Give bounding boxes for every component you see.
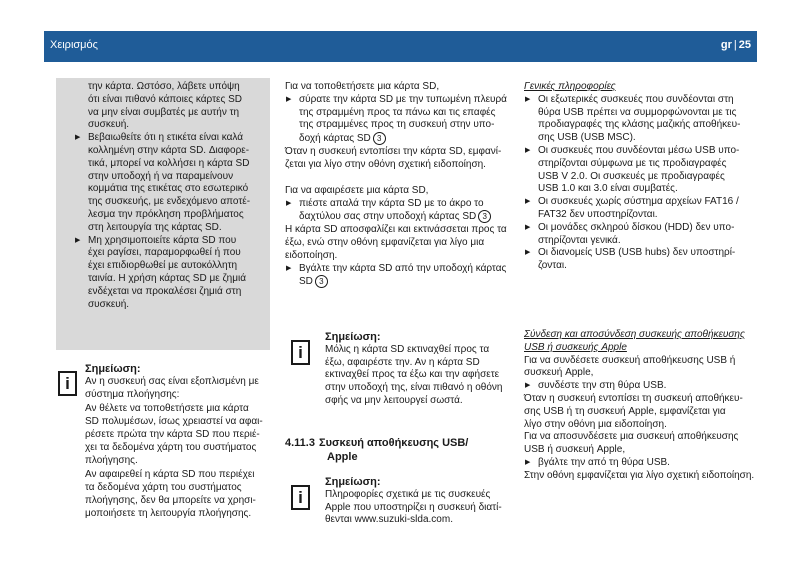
connect-after: Όταν η συσκευή εντοπίσει τη συσκευή αποθήκευ- σης USB ή τη συσκευή Apple, εμφανίζεται για λίγο στην οθόνη μια ειδοποίηση. Για να αποσυνδέσετε μια συσκευή αποθήκευσης USB ή συσκευή Apple, — [524, 392, 743, 456]
insert-intro: Για να τοποθετήσετε μια κάρτα SD, — [285, 81, 440, 92]
bullet-usb-spec: ▶ Οι συσκευές που συνδέονται μέσω USB υπο- στηρίζονται σύμφωνα με τις προδιαγραφές USB V 2.0. Οι συσκευές με προδιαγραφές USB 1.0 και 3.0 είναι συμβατές. — [524, 145, 756, 196]
connect-intro: Για να συνδέσετε συσκευή αποθήκευσης USB ή συσκευή Apple, — [524, 354, 736, 379]
disconnect-after: Στην οθόνη εμφανίζεται για λίγο σχετική ειδοποίηση. — [524, 469, 755, 481]
section-title: Χειρισμός — [50, 39, 98, 51]
remove-bullet-1: ▶ πιέστε απαλά την κάρτα SD με το άκρο το δαχτύλου σας στην υποδοχή κάρτας SD 3 — [285, 198, 515, 225]
note-lines: Αν η συσκευή σας είναι εξοπλισμένη με σύστημα πλοήγησης: — [85, 375, 259, 400]
bullet-usb-msc: ▶ Οι εξωτερικές συσκευές που συνδέονται στη θύρα USB πρέπει να συμμορφώνονται με τις προδιαγραφές της κλάσης μαζικής αποθήκευ- σης USB (USB MSC). — [524, 94, 756, 145]
note-title: Σημείωση: — [325, 331, 381, 343]
info-icon: i — [58, 371, 77, 396]
note-para-1: Αν θέλετε να τοποθετήσετε μια κάρτα SD πολυμέσων, ίσως χρειαστεί να αφαι- ρέσετε πρώτα την κάρτα SD που περιέ- χει τα δεδομένα χάρτη του συστήματος πλοήγησης. — [85, 403, 263, 466]
column-3 — [524, 81, 756, 273]
ref-3-icon: 3 — [478, 210, 491, 223]
note-title: Σημείωση: — [325, 476, 381, 488]
bullet-disconnect: ▶ βγάλτε την από τη θύρα USB. — [524, 457, 756, 470]
column-2 — [285, 81, 515, 289]
general-info-heading: Γενικές πληροφορίες — [524, 81, 616, 92]
page-number: gr | 25 — [720, 39, 751, 51]
section-heading — [285, 436, 515, 464]
section-title-2: Apple — [327, 451, 358, 463]
remove-intro: Για να αφαιρέσετε μια κάρτα SD, — [285, 184, 429, 196]
insert-bullet: ▶ σύρατε την κάρτα SD με την τυπωμένη πλευρά της στραμμένη προς τα πάνω και τις επαφές της στραμμένες προς τη συσκευή στην υπο- δοχή κάρτας SD 3 — [285, 94, 515, 146]
note-title: Σημείωση: — [85, 363, 141, 375]
remove-bullet-2: ▶ Βγάλτε την κάρτα SD από την υποδοχή κάρτας SD 3 — [285, 263, 515, 290]
column-3-connect — [524, 329, 756, 483]
column-2-note-2 — [325, 476, 515, 527]
column-1-note — [85, 363, 275, 521]
column-1 — [88, 81, 268, 311]
note-para-2: Αν αφαιρεθεί η κάρτα SD που περιέχει τα δεδομένα χάρτη του συστήματος πλοήγησης, δεν θα μπορείτε να χρησι- μοποιήσετε τη λειτουργία πλοήγησης. — [85, 469, 256, 519]
bullet-hdd: ▶ Οι μονάδες σκληρού δίσκου (HDD) δεν υπο- στηρίζονται γενικά. — [524, 222, 756, 248]
column-2-note — [325, 331, 515, 408]
section-number: 4.11.3 — [285, 437, 315, 449]
remove-after: Η κάρτα SD αποσφαλίζει και εκτινάσσεται προς τα έξω, ενώ στην οθόνη εμφανίζεται για λίγο μια ειδοποίηση. — [285, 224, 507, 261]
bullet-connect: ▶ συνδέστε την στη θύρα USB. — [524, 380, 756, 393]
info-icon: i — [291, 485, 310, 510]
page-header — [44, 31, 757, 62]
note-lines: Μόλις η κάρτα SD εκτιναχθεί προς τα έξω, αφαιρέστε την. Αν η κάρτα SD εκτιναχθεί προς τα έξω και την αφήσετε στην υποδοχή της, είναι πιθανό η οθόνη σφής να μην λειτουργεί σωστά. — [325, 343, 503, 406]
bullet-hubs: ▶ Οι διανομείς USB (USB hubs) δεν υποστηρί- ζονται. — [524, 247, 756, 273]
ref-3-icon: 3 — [373, 132, 386, 145]
ref-3-icon: 3 — [315, 275, 328, 288]
connect-heading-1: Σύνδεση και αποσύνδεση συσκευής αποθήκευσης — [524, 329, 745, 340]
note-lines: Πληροφορίες σχετικά με τις συσκευές Apple που υποστηρίζει η συσκευή διατί- θενται www.suzuki-slda.com. — [325, 488, 502, 526]
bullet-label-sticker: ▶ Βεβαιωθείτε ότι η ετικέτα είναι καλά κολλημένη στην κάρτα SD. Διαφορε- τικά, μπορεί να κολλήσει η κάρτα SD στην υποδοχή ή να παραμείνουν κομμάτια της ετικέτας στο εσωτερικό της συσκευής, με ενδεχόμενο αποτέ- λεσμα την πρόκληση προβλήματος στη λειτουργία της κάρτας SD. — [74, 132, 268, 234]
bullet-fat: ▶ Οι συσκευές χωρίς σύστημα αρχείων FAT16 / FAT32 δεν υποστηρίζονται. — [524, 196, 756, 222]
connect-heading-2: USB ή συσκευής Apple — [524, 341, 627, 353]
continued-text: την κάρτα. Ωστόσο, λάβετε υπόψη ότι είναι πιθανό κάποιες κάρτες SD να μην είναι συμβατές με αυτήν τη συσκευή. — [88, 81, 242, 131]
section-title-1: Συσκευή αποθήκευσης USB/ — [318, 437, 469, 449]
bullet-damaged-card: ▶ Μη χρησιμοποιείτε κάρτα SD που έχει ραγίσει, παραμορφωθεί ή που έχει επιδιορθωθεί με αυτοκόλλητη ταινία. Η χρήση κάρτας SD με ζημιά ενδέχεται να προκαλέσει ζημιά στη συσκευή. — [74, 235, 268, 312]
info-icon: i — [291, 340, 310, 365]
insert-after: Όταν η συσκευή εντοπίσει την κάρτα SD, εμφανί- ζεται για λίγο στην οθόνη σχετική ειδοποίηση. — [285, 146, 502, 170]
